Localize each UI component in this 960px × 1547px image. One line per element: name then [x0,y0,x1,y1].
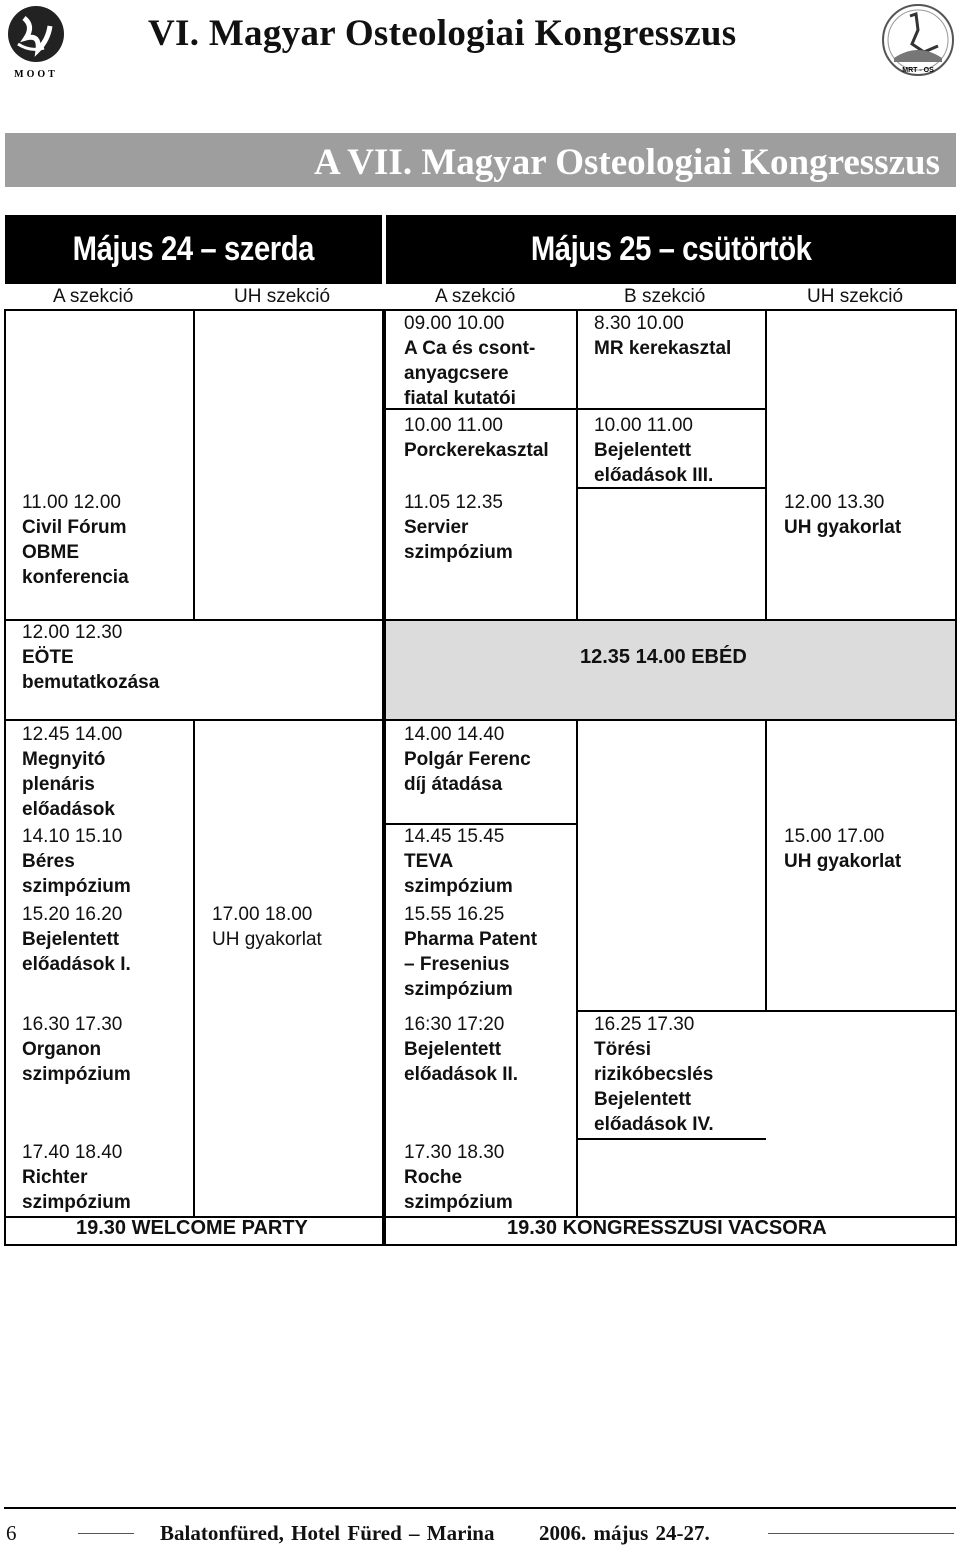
session-uh-practice-afternoon: 15.00 17.00 UH gyakorlat [784,826,902,872]
session-reports-3: 10.00 11.00 Bejelentett előadások III. [594,415,714,486]
lunch-block [386,619,956,720]
session-uh-practice-noon: 12.00 13.30 UH gyakorlat [784,492,902,538]
lunch-label: 12.35 14.00 EBÉD [580,646,747,668]
moot-logo [4,4,68,80]
congress-dinner: 19.30 KONGRESSZUSI VACSORA [507,1217,827,1239]
column-header: A szekció [435,286,516,307]
session-civil-forum: 11.00 12.00 Civil Fórum OBME konferencia [22,492,129,588]
session-uh-practice: 17.00 18.00 UH gyakorlat [212,904,322,950]
day-header-may-24: Május 24 – szerda [5,215,382,284]
page-title: VI. Magyar Osteologiai Kongresszus [148,13,737,54]
session-richter: 17.40 18.40 Richter szimpózium [22,1142,131,1213]
session-organon: 16.30 17.30 Organon szimpózium [22,1014,131,1085]
session-pharma-patent: 15.55 16.25 Pharma Patent – Fresenius szimpózium [404,904,538,1000]
footer-rule [78,1533,134,1534]
svg-text:MRT - OS: MRT - OS [902,67,934,74]
session-fracture-risk: 16.25 17.30 Törési rizikóbecslés Bejelentett előadások IV. [594,1014,714,1135]
session-mr-roundtable: 8.30 10.00 MR kerekasztal [594,313,732,359]
svg-text:MOOT: MOOT [14,69,58,80]
column-header: B szekció [624,286,706,307]
column-header: UH szekció [807,286,904,307]
column-header: A szekció [53,286,134,307]
session-cartilage-roundtable: 10.00 11.00 Porckerekasztal [404,415,549,461]
footer-venue [160,1521,710,1546]
session-servier: 11.05 12.35 Servier szimpózium [404,492,513,563]
mrt-os-logo [880,2,956,80]
session-beres: 14.10 15.10 Béres szimpózium [22,826,131,897]
column-header: UH szekció [234,286,331,307]
footer-date: 2006. május 24-27. [538,1521,710,1545]
session-opening-plenary: 12.45 14.00 Megnyitó plenáris előadások [22,724,123,820]
session-polgar-award: 14.00 14.40 Polgár Ferenc díj átadása [404,724,531,795]
session-reports-1: 15.20 16.20 Bejelentett előadások I. [22,904,131,975]
session-roche: 17.30 18.30 Roche szimpózium [404,1142,513,1213]
session-eote: 12.00 12.30 EÖTE bemutatkozása [22,622,160,693]
congress-subtitle: A VII. Magyar Osteologiai Kongresszus [314,142,940,183]
welcome-party: 19.30 WELCOME PARTY [76,1217,308,1239]
session-young-researchers: 09.00 10.00 A Ca és csont- anyagcsere fiatal kutatói [404,313,536,409]
footer-divider [4,1507,956,1509]
footer-rule [768,1533,954,1534]
session-reports-2: 16:30 17:20 Bejelentett előadások II. [404,1014,519,1085]
session-teva: 14.45 15.45 TEVA szimpózium [404,826,513,897]
day-header-may-25: Május 25 – csütörtök [386,215,956,284]
footer-location: Balatonfüred, Hotel Füred – Marina [160,1521,495,1545]
page-number: 6 [6,1521,17,1545]
